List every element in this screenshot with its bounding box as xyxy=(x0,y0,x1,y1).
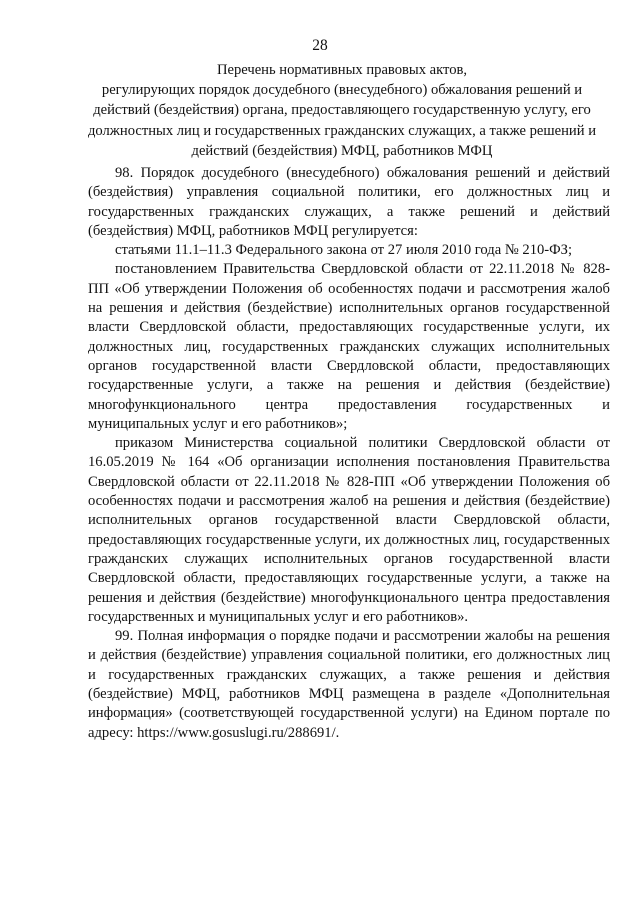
title-line-3: действий (бездействия) органа, предоставляющего государственную услугу, его xyxy=(93,102,591,119)
title-line-5: действий (бездействия) МФЦ, работников МФЦ xyxy=(191,142,493,159)
title-line-4: должностных лиц и государственных гражданских служащих, а также решений и xyxy=(87,122,597,139)
paragraph-government-resolution: постановлением Правительства Свердловской области от 22.11.2018 № 828-ПП «Об утверждении Положения об особенностях подачи и рассмотрения жалоб на решения и действия (бездействие) исполнительных органов государственной власти Свердловской области, предоставляющих государственные услуги, их должностных лиц, государственных гражданских служащих исполнительных органов государственной власти Свердловской области, предоставляющих государственные услуги, а также на решения и действия (бездействие) многофункционального центра предоставления государственных и муниципальных услуг и его работников»; xyxy=(88,261,610,432)
paragraph-99-info: 99. Полная информация о порядке подачи и рассмотрении жалобы на решения и действия (бездействие) управления социальной политики, его должностных лиц и государственных гражданских служащих, а также решения и действия (бездействие) МФЦ, работников МФЦ размещена в разделе «Дополнительная информация» (соответствующей государственной услуги) на Едином портале по адресу: https://www.gosuslugi.ru/288691/. xyxy=(88,628,610,741)
paragraph-federal-law: статьями 11.1–11.3 Федерального закона от 27 июля 2010 года № 210-ФЗ; xyxy=(115,242,573,259)
title-line-1: Перечень нормативных правовых актов, xyxy=(216,62,468,78)
document-body xyxy=(88,164,610,743)
section-title xyxy=(72,60,612,161)
paragraph-98-intro: 98. Порядок досудебного (внесудебного) обжалования решений и действий (бездействия) управления социальной политики, его должностных лиц и государственных гражданских служащих, а также решений и действий (бездействия) МФЦ, работников МФЦ регулируется: xyxy=(88,165,610,239)
paragraph-ministry-order: приказом Министерства социальной политики Свердловской области от 16.05.2019 № 164 «Об организации исполнения постановления Правительства Свердловской области от 22.11.2018 № 828-ПП «Об утверждении Положения об особенностях подачи и рассмотрения жалоб на решения и действия (бездействие) исполнительных органов государственной власти Свердловской области, предоставляющих государственные услуги, их должностных лиц, государственных гражданских служащих исполнительных органов государственной власти Свердловской области, предоставляющих государственные услуги, а также на решения и действия (бездействие) многофункционального центра предоставления государственных и муниципальных услуг и его работников». xyxy=(88,435,610,625)
page-number: 28 xyxy=(312,37,328,54)
title-line-2: регулирующих порядок досудебного (внесудебного) обжалования решений и xyxy=(101,82,583,99)
